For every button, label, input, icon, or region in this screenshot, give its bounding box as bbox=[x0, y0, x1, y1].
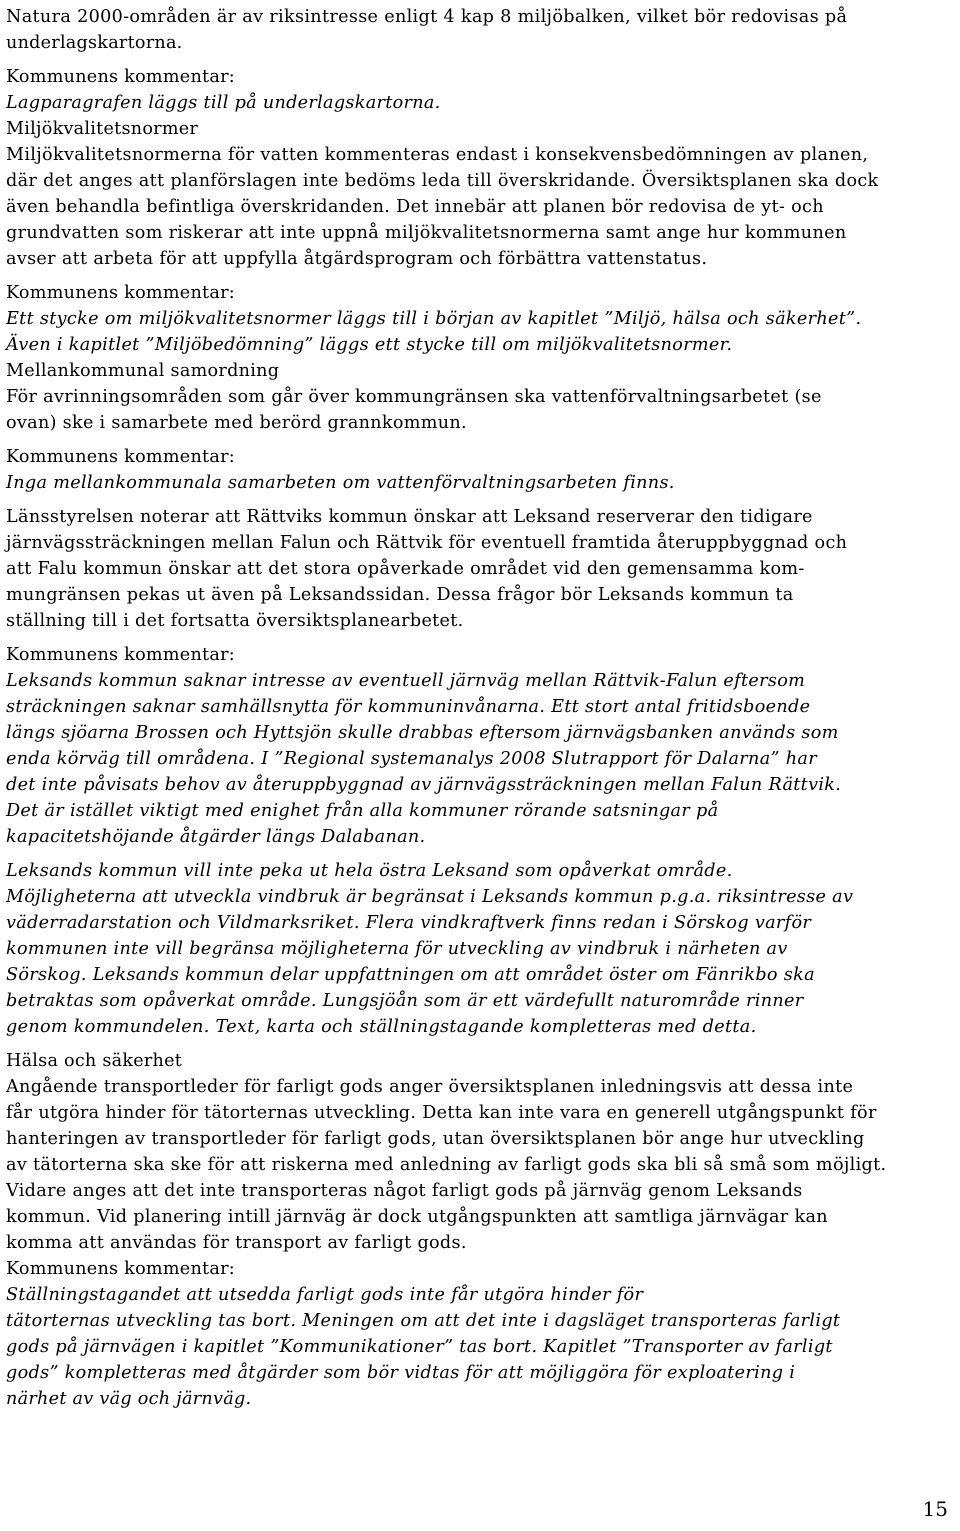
comment-label bbox=[6, 444, 956, 470]
text-line: ovan) ske i samarbete med berörd grannkommun. bbox=[6, 413, 467, 433]
text-line: ställning till i det fortsatta översiktsplanearbetet. bbox=[6, 611, 464, 631]
text-line: tätorternas utveckling tas bort. Meningen om att det inte i dagsläget transporteras farligt bbox=[6, 1311, 841, 1331]
text-line: Kommunens kommentar: bbox=[6, 447, 235, 467]
text-line: det inte påvisats behov av återuppbyggnad av järnvägssträckningen mellan Falun Rättvik. bbox=[6, 775, 842, 795]
paragraph-gap bbox=[6, 436, 956, 444]
comment-paragraph bbox=[6, 668, 956, 850]
paragraph-gap bbox=[6, 496, 956, 504]
text-line: där det anges att planförslagen inte bedöms leda till överskridande. Översiktsplanen ska dock bbox=[6, 171, 879, 191]
body-paragraph bbox=[6, 4, 956, 56]
paragraph-gap bbox=[6, 850, 956, 858]
text-line: komma att användas för transport av farligt gods. bbox=[6, 1233, 467, 1253]
text-line: kommun. Vid planering intill järnväg är dock utgångspunkten att samtliga järnvägar kan bbox=[6, 1207, 828, 1227]
page-number: 15 bbox=[922, 1497, 948, 1521]
document-body bbox=[6, 4, 956, 1412]
text-line: Kommunens kommentar: bbox=[6, 283, 235, 303]
text-line: genom kommundelen. Text, karta och ställningstagande kompletteras med detta. bbox=[6, 1017, 757, 1037]
text-line: att Falu kommun önskar att det stora opåverkade området vid den gemensamma kom- bbox=[6, 559, 805, 579]
text-line: Även i kapitlet ”Miljöbedömning” läggs ett stycke till om miljökvalitetsnormer. bbox=[6, 335, 733, 355]
text-line: får utgöra hinder för tätorternas utveckling. Detta kan inte vara en generell utgångspunkt för bbox=[6, 1103, 877, 1123]
text-line: sträckningen saknar samhällsnytta för kommuninvånarna. Ett stort antal fritidsboende bbox=[6, 697, 811, 717]
text-line: Möjligheterna att utveckla vindbruk är begränsat i Leksands kommun p.g.a. riksintresse av bbox=[6, 887, 854, 907]
text-line: väderradarstation och Vildmarksriket. Flera vindkraftverk finns redan i Sörskog varför bbox=[6, 913, 812, 933]
text-line: gods” kompletteras med åtgärder som bör vidtas för att möjliggöra för exploatering i bbox=[6, 1363, 796, 1383]
text-line: Leksands kommun saknar intresse av eventuell järnväg mellan Rättvik-Falun eftersom bbox=[6, 671, 806, 691]
comment-paragraph bbox=[6, 90, 956, 116]
body-paragraph bbox=[6, 1048, 956, 1256]
text-line: kommunen inte vill begränsa möjligheterna för utveckling av vindbruk i närheten av bbox=[6, 939, 788, 959]
body-paragraph bbox=[6, 358, 956, 436]
text-line: betraktas som opåverkat område. Lungsjöån som är ett värdefullt naturområde rinner bbox=[6, 991, 804, 1011]
text-line: av tätorterna ska ske för att riskerna med anledning av farligt gods ska bli så små som möjligt. bbox=[6, 1155, 887, 1175]
text-line: grundvatten som riskerar att inte uppnå miljökvalitetsnormerna samt ange hur kommunen bbox=[6, 223, 847, 243]
text-line: Det är istället viktigt med enighet från alla kommuner rörande satsningar på bbox=[6, 801, 719, 821]
text-line: avser att arbeta för att uppfylla åtgärdsprogram och förbättra vattenstatus. bbox=[6, 249, 708, 269]
comment-label bbox=[6, 1256, 956, 1282]
text-line: Mellankommunal samordning bbox=[6, 361, 280, 381]
text-line: längs sjöarna Brossen och Hyttsjön skulle drabbas eftersom järnvägsbanken används som bbox=[6, 723, 839, 743]
text-line: Kommunens kommentar: bbox=[6, 645, 235, 665]
paragraph-gap bbox=[6, 272, 956, 280]
comment-paragraph bbox=[6, 1282, 956, 1412]
text-line: Natura 2000-områden är av riksintresse enligt 4 kap 8 miljöbalken, vilket bör redovisas på bbox=[6, 7, 848, 27]
comment-label bbox=[6, 64, 956, 90]
text-line: underlagskartorna. bbox=[6, 33, 183, 53]
text-line: enda körväg till områdena. I ”Regional systemanalys 2008 Slutrapport för Dalarna” har bbox=[6, 749, 817, 769]
comment-label bbox=[6, 280, 956, 306]
text-line: Miljökvalitetsnormerna för vatten kommenteras endast i konsekvensbedömningen av planen, bbox=[6, 145, 869, 165]
text-line: Ställningstagandet att utsedda farligt gods inte får utgöra hinder för bbox=[6, 1285, 644, 1305]
text-line: Ett stycke om miljökvalitetsnormer läggs till i början av kapitlet ”Miljö, hälsa och säkerhet”. bbox=[6, 309, 862, 329]
text-line: Leksands kommun vill inte peka ut hela östra Leksand som opåverkat område. bbox=[6, 861, 733, 881]
text-line: kapacitetshöjande åtgärder längs Dalabanan. bbox=[6, 827, 426, 847]
text-line: Angående transportleder för farligt gods anger översiktsplanen inledningsvis att dessa inte bbox=[6, 1077, 854, 1097]
comment-paragraph bbox=[6, 306, 956, 358]
text-line: mungränsen pekas ut även på Leksandssidan. Dessa frågor bör Leksands kommun ta bbox=[6, 585, 794, 605]
text-line: hanteringen av transportleder för farligt gods, utan översiktsplanen bör ange hur utveckling bbox=[6, 1129, 865, 1149]
text-line: Hälsa och säkerhet bbox=[6, 1051, 183, 1071]
text-line: Inga mellankommunala samarbeten om vattenförvaltningsarbeten finns. bbox=[6, 473, 675, 493]
comment-paragraph bbox=[6, 470, 956, 496]
text-line: Vidare anges att det inte transporteras något farligt gods på järnväg genom Leksands bbox=[6, 1181, 803, 1201]
text-line: järnvägssträckningen mellan Falun och Rättvik för eventuell framtida återuppbyggnad och bbox=[6, 533, 848, 553]
text-line: Kommunens kommentar: bbox=[6, 1259, 235, 1279]
body-paragraph bbox=[6, 116, 956, 272]
text-line: Lagparagrafen läggs till på underlagskartorna. bbox=[6, 93, 441, 113]
paragraph-gap bbox=[6, 56, 956, 64]
paragraph-gap bbox=[6, 634, 956, 642]
body-paragraph bbox=[6, 504, 956, 634]
text-line: Länsstyrelsen noterar att Rättviks kommun önskar att Leksand reserverar den tidigare bbox=[6, 507, 813, 527]
comment-label bbox=[6, 642, 956, 668]
text-line: Miljökvalitetsnormer bbox=[6, 119, 199, 139]
text-line: Kommunens kommentar: bbox=[6, 67, 235, 87]
text-line: För avrinningsområden som går över kommungränsen ska vattenförvaltningsarbetet (se bbox=[6, 387, 822, 407]
paragraph-gap bbox=[6, 1040, 956, 1048]
text-line: närhet av väg och järnväg. bbox=[6, 1389, 252, 1409]
comment-paragraph bbox=[6, 858, 956, 1040]
text-line: även behandla befintliga överskridanden. Det innebär att planen bör redovisa de yt- och bbox=[6, 197, 824, 217]
text-line: Sörskog. Leksands kommun delar uppfattningen om att området öster om Fänrikbo ska bbox=[6, 965, 815, 985]
text-line: gods på järnvägen i kapitlet ”Kommunikationer” tas bort. Kapitlet ”Transporter av farligt bbox=[6, 1337, 833, 1357]
